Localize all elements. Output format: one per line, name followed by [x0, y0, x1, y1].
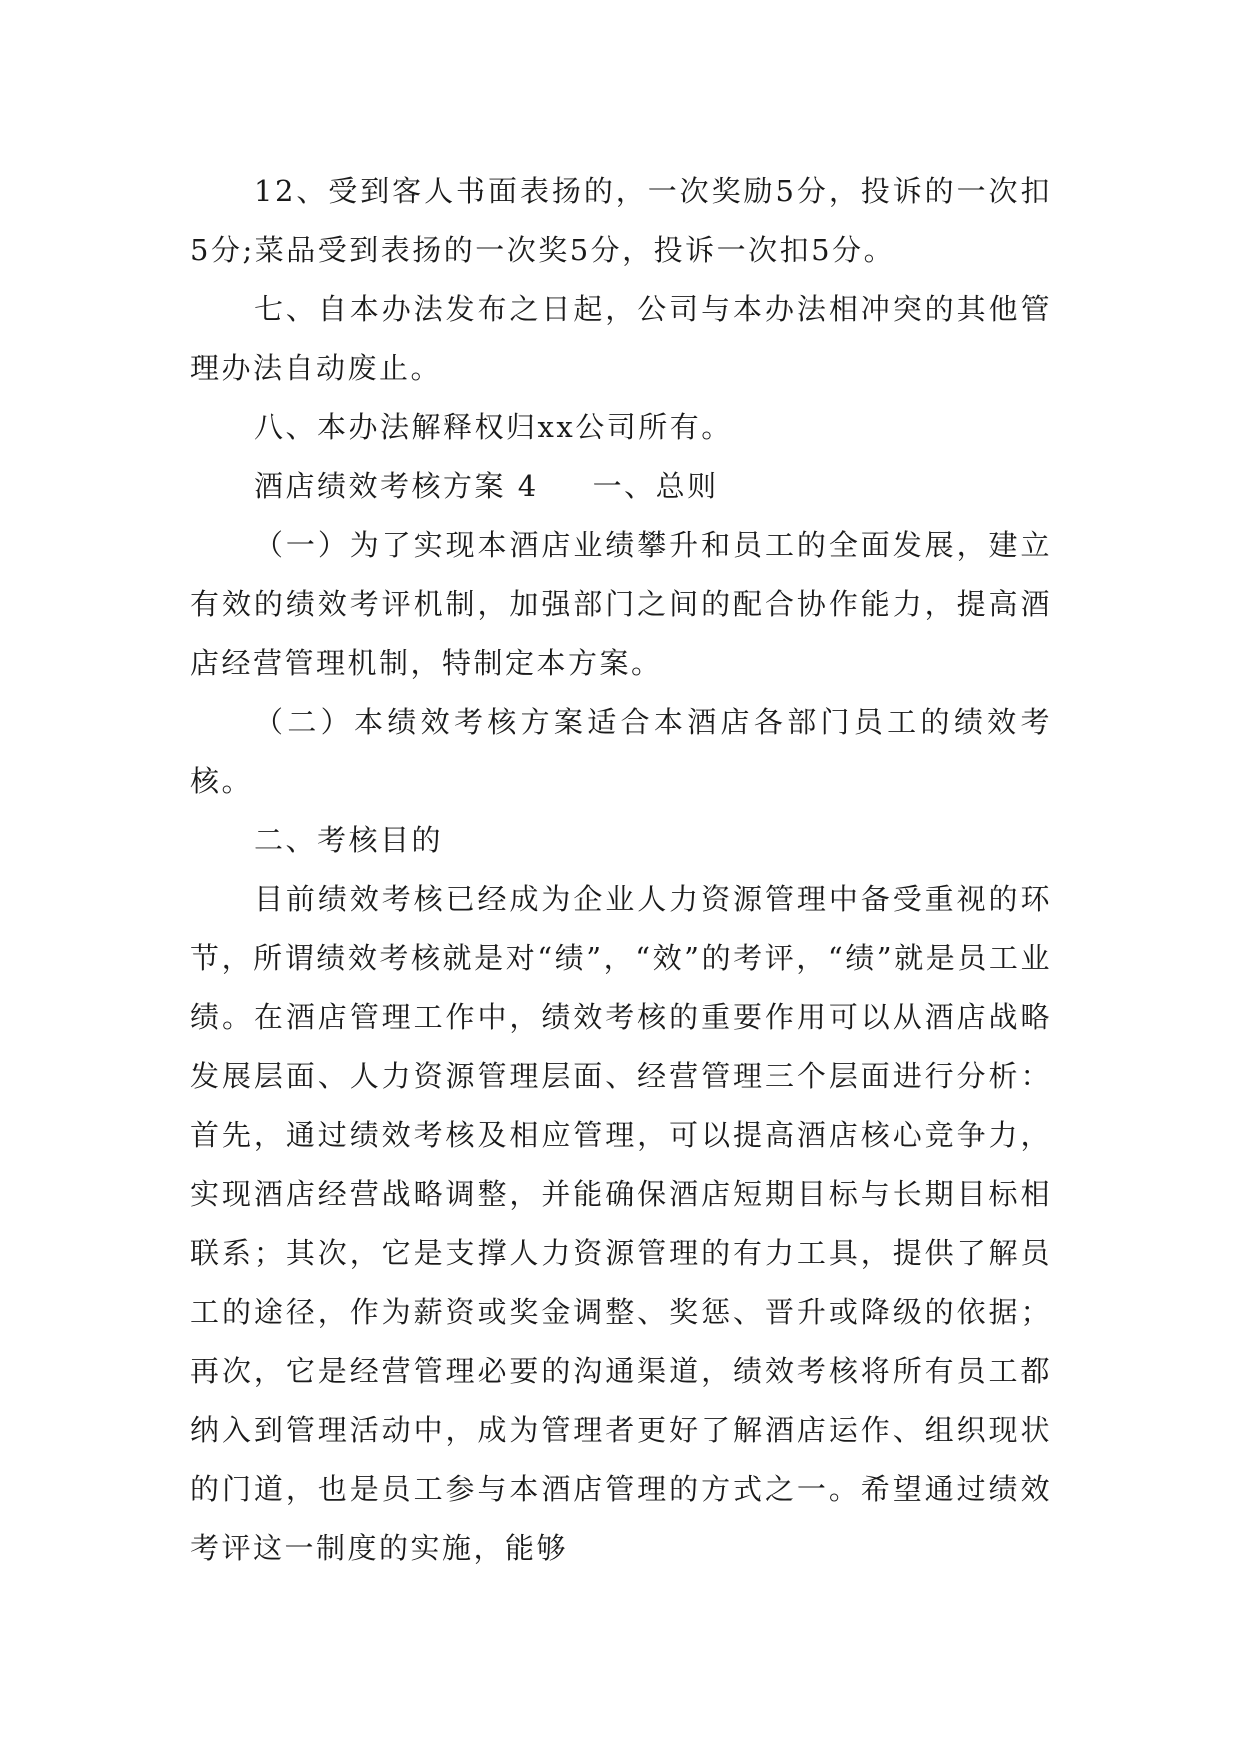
- paragraph-article-7: 七、自本办法发布之日起，公司与本办法相冲突的其他管理办法自动废止。: [190, 292, 1052, 385]
- heading-purpose: 二、考核目的: [254, 823, 444, 857]
- paragraph-article-8: 八、本办法解释权归xx公司所有。: [254, 410, 733, 444]
- document-body: [190, 162, 1052, 1578]
- paragraph-general-2: （二）本绩效考核方案适合本酒店各部门员工的绩效考核。: [190, 705, 1052, 798]
- paragraph-rule-12: 12、受到客人书面表扬的，一次奖励5分，投诉的一次扣5分;菜品受到表扬的一次奖5分，投诉一次扣5分。: [190, 174, 1052, 267]
- paragraph-purpose: 目前绩效考核已经成为企业人力资源管理中备受重视的环节，所谓绩效考核就是对“绩”，“效”的考评，“绩”就是员工业绩。在酒店管理工作中，绩效考核的重要作用可以从酒店战略发展层面、人力资源管理层面、经营管理三个层面进行分析：首先，通过绩效考核及相应管理，可以提高酒店核心竞争力，实现酒店经营战略调整，并能确保酒店短期目标与长期目标相联系；其次，它是支撑人力资源管理的有力工具，提供了解员工的途径，作为薪资或奖金调整、奖惩、晋升或降级的依据；再次，它是经营管理必要的沟通渠道，绩效考核将所有员工都纳入到管理活动中，成为管理者更好了解酒店运作、组织现状的门道，也是员工参与本酒店管理的方式之一。希望通过绩效考评这一制度的实施，能够: [190, 882, 1052, 1565]
- section-title: 酒店绩效考核方案 4: [254, 469, 539, 503]
- paragraph-general-1: （一）为了实现本酒店业绩攀升和员工的全面发展，建立有效的绩效考评机制，加强部门之间的配合协作能力，提高酒店经营管理机制，特制定本方案。: [190, 528, 1052, 680]
- section-heading: [190, 457, 1052, 516]
- section-first-heading: 一、总则: [592, 469, 719, 503]
